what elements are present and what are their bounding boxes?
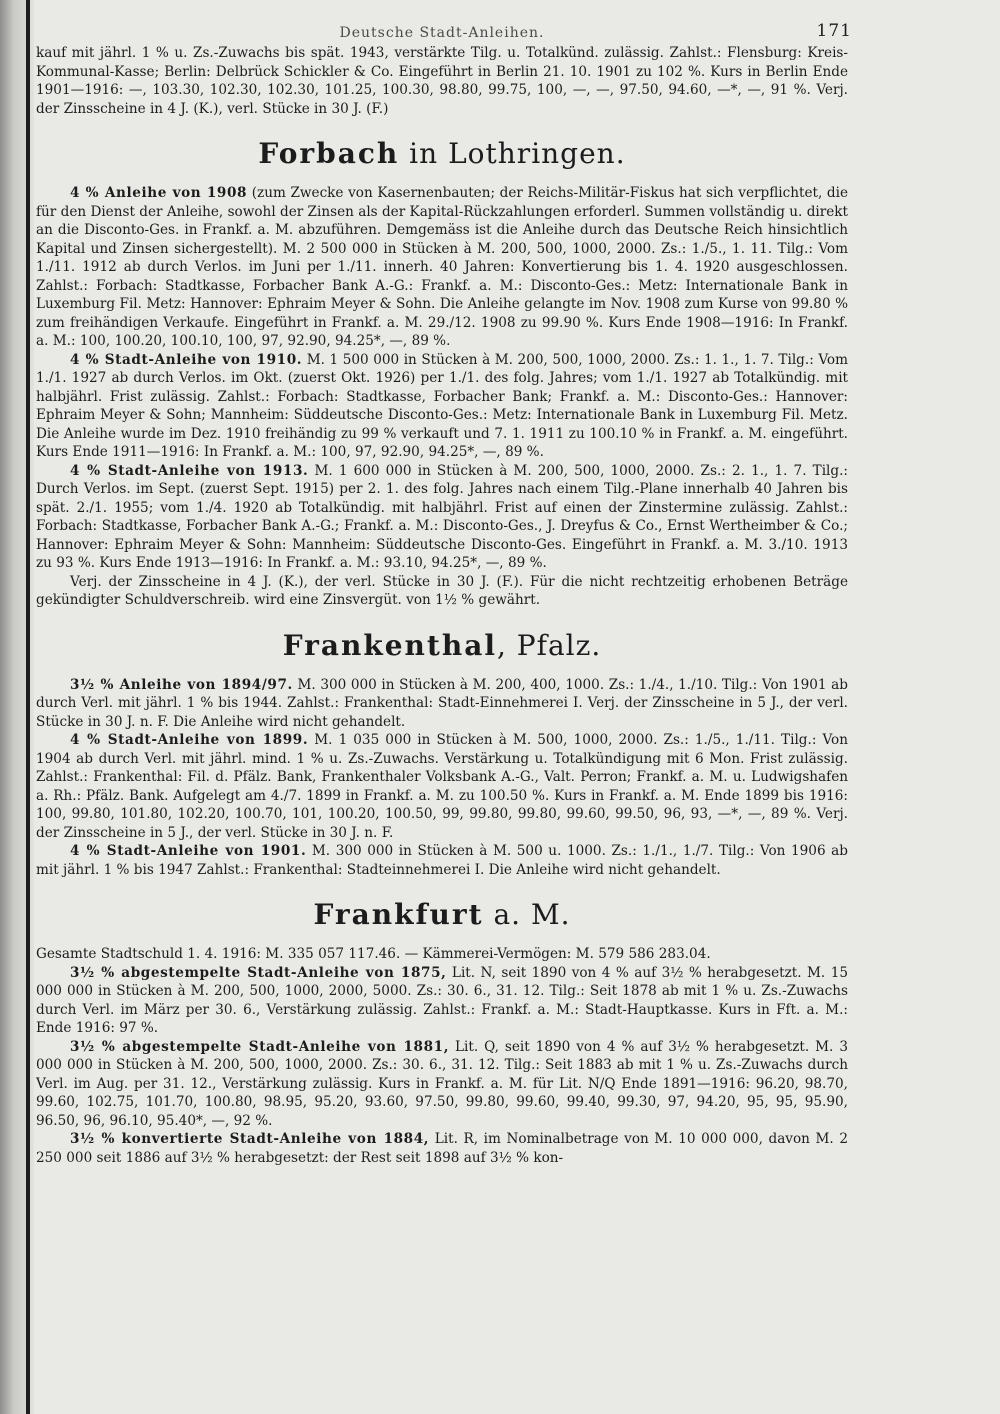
bond-title: 4 % Anleihe von 1908	[70, 185, 248, 201]
bond-text: Lit. Q, seit 1890 von 4 % auf 3½ % herabgesetzt. M. 3 000 000 in Stücken à M. 200, 500, 1000, 2000. Zs.: 30. 6., 31. 12. Tilg.: Seit 1883 ab mit 1 % u. Zs.-Zuwachs durch Verl. im Aug. per 31. 12., Verstärkung zulässig. Kurs in Frankf. a. M. für Lit. N/Q Ende 1891—1916: 96.20, 98.70, 99.60, 102.75, 101.70, 100.80, 98.95, 95.20, 93.60, 97.50, 99.80, 99.60, 99.40, 99.30, 97, 94.20, 95, 95, 95.90, 96.50, 96, 96.10, 95.40*, —, 92 %.	[36, 1038, 848, 1129]
bond-title: 3½ % abgestempelte Stadt-Anleihe von 1881,	[70, 1038, 450, 1055]
document-page	[36, 14, 852, 1167]
section-city: Frankenthal	[282, 628, 497, 662]
note-paragraph	[36, 573, 848, 610]
section-heading-rest: in Lothringen.	[399, 137, 626, 170]
bond-text: M. 1 035 000 in Stücken à M. 500, 1000, 2000. Zs.: 1./5., 1./11. Tilg.: Von 1904 ab durch Verl. mit jährl. mind. 1 % u. Zs.-Zuwachs. Verstärkung u. Totalkündigung mit 6 Mon. Frist zulässig. Zahlst.: Frankenthal: Fil. d. Pfälz. Bank, Frankenthaler Volksbank A.-G., Valt. Perron; Frankf. a. M. u. Ludwigshafen a. Rh.: Pfälz. Bank. Aufgelegt am 4./7. 1899 in Frankf. a. M. zu 100.50 %. Kurs in Frankf. a. M. Ende 1899 bis 1916: 100, 99.80, 101.80, 102.20, 100.70, 101, 100.20, 100.50, 99, 99.80, 99.80, 99.60, 99.50, 96, 93, —*, —, 89 %. Verj. der Zinsscheine in 5 J., der verl. Stücke in 30 J. n. F.	[36, 732, 848, 841]
bond-entry	[36, 1130, 848, 1167]
bond-text: Gesamte Stadtschuld 1. 4. 1916: M. 335 057 117.46. — Kämmerei-Vermögen: M. 579 586 283.04.	[36, 946, 711, 962]
bond-text: Lit. N, seit 1890 von 4 % auf 3½ % herabgesetzt. M. 15 000 000 in Stücken à M. 200, 500, 1000, 2000, 5000. Zs.: 30. 6., 31. 12. Tilg.: Seit 1878 ab mit 1 % u. Zs.-Zuwachs durch Verl. im März per 30. 6., Verstärkung zulässig. Zahlst.: Frankf. a. M.: Stadt-Hauptkasse. Kurs in Fft. a. M.: Ende 1916: 97 %.	[36, 964, 848, 1036]
bond-text: Lit. R, im Nominalbetrage von M. 10 000 000, davon M. 2 250 000 seit 1886 auf 3½ % herabgesetzt: der Rest seit 1898 auf 3½ % kon-	[36, 1131, 848, 1166]
page-number: 171	[816, 21, 852, 41]
binding-edge	[26, 0, 30, 1414]
bond-title: 3½ % Anleihe von 1894/97.	[70, 676, 293, 693]
bond-text: (zum Zwecke von Kasernenbauten; der Reichs-Militär-Fiskus hat sich verpflichtet, die für den Dienst der Anleihe, sowohl der Zinsen als der Kapital-Rückzahlungen erforderl. Summen vollständig u. direkt an die Disconto-Ges. in Frankf. a. M. abzuführen. Demgemäss ist die Anleihe durch das Deutsche Reich hinsichtlich Kapital und Zinsen sichergestellt). M. 2 500 000 in Stücken à M. 200, 500, 1000, 2000. Zs.: 1./5., 1. 11. Tilg.: Vom 1./11. 1912 ab durch Verlos. im Juni per 1./11. innerh. 40 Jahren: Konvertierung bis 1. 4. 1920 ausgeschlossen. Zahlst.: Forbach: Stadtkasse, Forbacher Bank A.-G.: Frankf. a. M.: Disconto-Ges.: Metz: Internationale Bank in Luxemburg Fil. Metz: Hannover: Ephraim Meyer & Sohn. Die Anleihe gelangte im Nov. 1908 zum Kurse von 99.80 % zum freihändigen Verkaufe. Eingeführt in Frankf. a. M. 29./12. 1908 zu 99.90 %. Kurs Ende 1908—1916: In Frankf. a. M.: 100, 100.20, 100.10, 100, 97, 92.90, 94.25*, —, 89 %.	[36, 185, 848, 349]
section-city: Frankfurt	[313, 898, 484, 931]
bond-text: M. 1 600 000 in Stücken à M. 200, 500, 1000, 2000. Zs.: 2. 1., 1. 7. Tilg.: Durch Verlos. im Sept. (zuerst Sept. 1915) per 2. 1. des folg. Jahres nach einem Tilg.-Plane innerhalb 40 Jahren bis spät. 2./1. 1955; vom 1./4. 1920 ab Totalkündig. mit halbjährl. Frist auf einen der Zinstermine zulässig. Zahlst.: Forbach: Stadtkasse, Forbacher Bank A.-G.; Frankf. a. M.: Disconto-Ges., J. Dreyfus & Co., Ernst Wertheimber & Co.; Hannover: Ephraim Meyer & Sohn: Mannheim: Süddeutsche Disconto-Ges. Eingeführt in Frankf. a. M. 3./10. 1913 zu 93 %. Kurs Ende 1913—1916: In Frankf. a. M.: 93.10, 94.25*, —, 89 %.	[36, 462, 848, 571]
bond-text: M. 300 000 in Stücken à M. 200, 400, 1000. Zs.: 1./4., 1./10. Tilg.: Von 1901 ab durch Verl. mit jährl. 1 % bis 1944. Zahlst.: Frankenthal: Stadt-Einnehmerei I. Verj. der Zinsscheine in 5 J., der verl. Stücke in 30 J. n. F. Die Anleihe wird nicht gehandelt.	[36, 676, 848, 730]
bond-entry	[36, 184, 848, 351]
section-heading-frankfurt	[36, 899, 848, 931]
bond-entry	[36, 462, 848, 573]
section-heading-forbach	[36, 138, 848, 170]
bond-entry	[36, 676, 848, 732]
section-heading-rest: a. M.	[483, 898, 571, 931]
running-title: Deutsche Stadt-Anleihen.	[339, 25, 545, 41]
bond-text: M. 300 000 in Stücken à M. 500 u. 1000. Zs.: 1./1., 1./7. Tilg.: Von 1906 ab mit jährl. 1 % bis 1947 Zahlst.: Frankenthal: Stadteinnehmerei I. Die Anleihe wird nicht gehandelt.	[36, 843, 848, 878]
section-heading-rest: , Pfalz.	[496, 628, 602, 662]
bond-entry	[36, 1038, 848, 1131]
section-heading-frankenthal	[36, 630, 848, 662]
bond-entry	[36, 964, 848, 1038]
running-head	[36, 14, 852, 44]
bond-entry	[36, 731, 848, 842]
bond-title: 4 % Stadt-Anleihe von 1913.	[70, 462, 309, 479]
bond-title: 4 % Stadt-Anleihe von 1910.	[70, 351, 303, 368]
section-city: Forbach	[258, 137, 400, 170]
bond-title: 4 % Stadt-Anleihe von 1901.	[70, 843, 307, 859]
bond-title: 4 % Stadt-Anleihe von 1899.	[70, 732, 309, 748]
debt-summary	[36, 945, 848, 964]
bond-text: Verj. der Zinsscheine in 4 J. (K.), der verl. Stücke in 30 J. (F.). Für die nicht rechtzeitig erhobenen Beträge gekündigter Schuldverschreib. wird eine Zinsvergüt. von 1½ % gewährt.	[36, 573, 848, 608]
bond-title: 3½ % abgestempelte Stadt-Anleihe von 1875,	[70, 964, 447, 981]
bond-text: M. 1 500 000 in Stücken à M. 200, 500, 1000, 2000. Zs.: 1. 1., 1. 7. Tilg.: Vom 1./1. 1927 ab durch Verlos. im Okt. (zuerst Okt. 1926) per 1./1. des folg. Jahres; vom 1./1. 1927 ab Totalkündig. mit halbjährl. Frist zulässig. Zahlst.: Forbach: Stadtkasse, Forbacher Bank; Frankf. a. M.: Disconto-Ges.: Hannover: Ephraim Meyer & Sohn; Mannheim: Süddeutsche Disconto-Ges.: Metz: Internationale Bank in Luxemburg Fil. Metz. Die Anleihe wurde im Dez. 1910 freihändig zu 99 % verkauft und 7. 1. 1911 zu 100.10 % in Frankf. a. M. eingeführt. Kurs Ende 1911—1916: In Frankf. a. M.: 100, 97, 92.90, 94.25*, —, 89 %.	[36, 351, 848, 460]
bond-entry	[36, 351, 848, 462]
bond-title: 3½ % konvertierte Stadt-Anleihe von 1884,	[70, 1131, 430, 1147]
bond-entry	[36, 842, 848, 879]
intro-paragraph: kauf mit jährl. 1 % u. Zs.-Zuwachs bis spät. 1943, verstärkte Tilg. u. Totalkünd. zulässig. Zahlst.: Flensburg: Kreis-Kommunal-Kasse; Berlin: Delbrück Schickler & Co. Eingeführt in Berlin 21. 10. 1901 zu 102 %. Kurs in Berlin Ende 1901—1916: —, 103.30, 102.30, 102.30, 101.25, 100.30, 98.80, 99.75, 100, —, —, 97.50, 94.60, —*, —, 91 %. Verj. der Zinsscheine in 4 J. (K.), verl. Stücke in 30 J. (F.)	[36, 45, 848, 117]
